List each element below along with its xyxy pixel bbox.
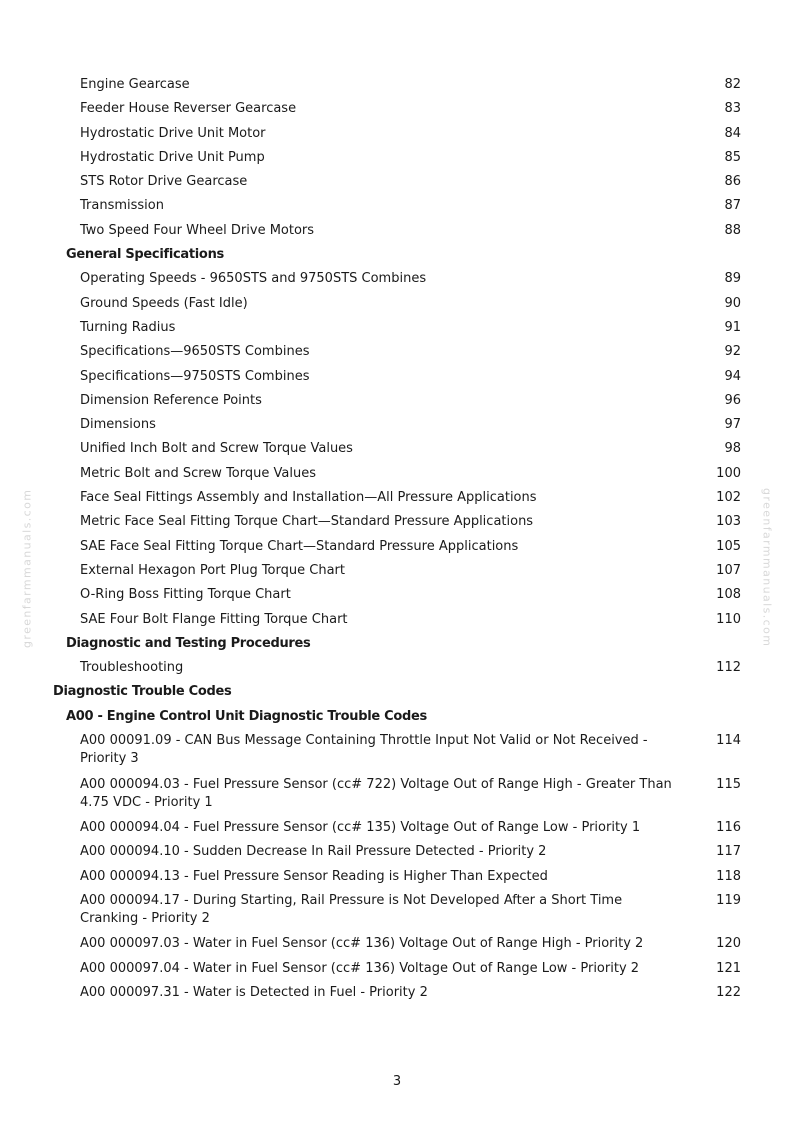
toc-entry-page-number: 86 (724, 174, 741, 190)
toc-entry-page-number: 108 (716, 587, 741, 603)
toc-entry[interactable] (0, 465, 794, 489)
toc-entry-page-number: 121 (716, 960, 741, 976)
toc-entry[interactable] (0, 100, 794, 124)
toc-entry-title: Metric Bolt and Screw Torque Values (80, 465, 316, 481)
toc-section-heading[interactable] (0, 708, 794, 732)
toc-entry[interactable] (0, 125, 794, 149)
watermark-right: greenfarmmanuals.com (760, 488, 774, 648)
toc-entry-page-number: 102 (716, 490, 741, 506)
toc-entry[interactable] (0, 935, 794, 959)
toc-entry-page-number: 103 (716, 514, 741, 530)
toc-section-heading[interactable] (0, 635, 794, 659)
toc-entry-page-number: 120 (716, 936, 741, 952)
toc-entry-title: Two Speed Four Wheel Drive Motors (80, 222, 315, 238)
toc-entry-title: Dimensions (80, 417, 156, 433)
toc-entry[interactable] (0, 586, 794, 610)
page-number: 3 (392, 1074, 402, 1089)
toc-entry-title: Turning Radius (80, 319, 176, 335)
toc-entry-title: Ground Speeds (Fast Idle) (80, 295, 248, 311)
toc-entry-page-number: 82 (724, 77, 741, 92)
toc-entry-title: Diagnostic and Testing Procedures (66, 635, 311, 651)
toc-entry-page-number: 85 (724, 149, 741, 165)
toc-entry-page-number: 116 (716, 820, 741, 836)
watermark-left: greenfarmmanuals.com (20, 488, 34, 648)
toc-entry-page-number: 94 (724, 368, 741, 384)
toc-entry[interactable] (0, 319, 794, 343)
toc-entry-page-number: 119 (716, 892, 741, 908)
toc-entry-page-number: 91 (724, 319, 741, 335)
toc-entry-page-number: 83 (724, 101, 741, 117)
toc-entry-page-number: 118 (716, 868, 741, 884)
toc-entry-title: STS Rotor Drive Gearcase (80, 174, 248, 190)
toc-entry-page-number: 97 (724, 417, 741, 433)
toc-entry[interactable] (0, 538, 794, 562)
toc-entry-page-number: 115 (716, 776, 741, 792)
toc-entry-title: A00 00091.09 - CAN Bus Message Containing Throttle Input Not Valid or Not Received - Priority 3 (80, 733, 648, 767)
toc-entry-title: A00 000094.17 - During Starting, Rail Pressure is Not Developed After a Short Time Cranking - Priority 2 (80, 892, 623, 926)
toc-entry-page-number: 122 (716, 985, 741, 1000)
toc-entry-title: Metric Face Seal Fitting Torque Chart—Standard Pressure Applications (80, 514, 534, 530)
toc-entry-title: Engine Gearcase (80, 77, 190, 92)
toc-entry[interactable] (0, 611, 794, 635)
toc-entry-title: A00 000094.10 - Sudden Decrease In Rail Pressure Detected - Priority 2 (80, 844, 547, 860)
toc-entry-page-number: 117 (716, 844, 741, 860)
toc-entry-title: A00 000097.04 - Water in Fuel Sensor (cc# 136) Voltage Out of Range Low - Priority 2 (80, 960, 640, 976)
toc-entry[interactable] (0, 659, 794, 683)
toc-entry[interactable] (0, 562, 794, 586)
toc-entry-title: A00 000094.04 - Fuel Pressure Sensor (cc# 135) Voltage Out of Range Low - Priority 1 (80, 820, 641, 836)
toc-entry[interactable] (0, 960, 794, 984)
toc-entry[interactable] (0, 149, 794, 173)
toc-entry-title: Hydrostatic Drive Unit Motor (80, 125, 266, 141)
toc-entry-title: External Hexagon Port Plug Torque Chart (80, 562, 345, 578)
toc-entry[interactable] (0, 984, 794, 1008)
toc-entry-title: Specifications—9650STS Combines (80, 344, 310, 360)
toc-entry[interactable] (0, 222, 794, 246)
toc-entry-title: Hydrostatic Drive Unit Pump (80, 149, 265, 165)
toc-entry[interactable] (0, 513, 794, 537)
toc-entry[interactable] (0, 197, 794, 221)
toc-entry-page-number: 92 (724, 344, 741, 360)
toc-entry-title: Diagnostic Trouble Codes (53, 684, 232, 700)
toc-entry[interactable] (0, 776, 794, 820)
toc-entry-page-number: 107 (716, 562, 741, 578)
toc-entry-title: Face Seal Fittings Assembly and Installation—All Pressure Applications (80, 490, 537, 506)
toc-entry-page-number: 89 (724, 271, 741, 287)
toc-entry-title: O-Ring Boss Fitting Torque Chart (80, 587, 291, 603)
toc-entry-title: Transmission (80, 198, 164, 214)
toc-entry[interactable] (0, 892, 794, 936)
toc-entry-title: Troubleshooting (80, 660, 184, 676)
toc-section-heading[interactable] (0, 683, 794, 707)
toc-entry-title: SAE Four Bolt Flange Fitting Torque Chart (80, 611, 348, 627)
toc-entry-title: A00 000097.03 - Water in Fuel Sensor (cc# 136) Voltage Out of Range High - Priority 2 (80, 936, 644, 952)
toc-entry[interactable] (0, 843, 794, 867)
toc-entry[interactable] (0, 392, 794, 416)
toc-entry[interactable] (0, 416, 794, 440)
toc-entry-page-number: 114 (716, 733, 741, 749)
toc-entry-title: A00 - Engine Control Unit Diagnostic Trouble Codes (66, 708, 427, 724)
toc-section-heading[interactable] (0, 246, 794, 270)
toc-entry-title: A00 000094.13 - Fuel Pressure Sensor Reading is Higher Than Expected (80, 868, 548, 884)
toc-entry-page-number: 96 (724, 392, 741, 408)
table-of-contents (0, 76, 794, 1008)
toc-entry-page-number: 87 (724, 198, 741, 214)
toc-entry[interactable] (0, 732, 794, 776)
toc-entry-title: A00 000094.03 - Fuel Pressure Sensor (cc# 722) Voltage Out of Range High - Greater Than 4.75 VDC - Priority 1 (80, 776, 672, 810)
toc-entry-page-number: 100 (716, 465, 741, 481)
toc-entry[interactable] (0, 270, 794, 294)
toc-entry-page-number: 105 (716, 538, 741, 554)
toc-entry-page-number: 98 (724, 441, 741, 457)
toc-entry-title: General Specifications (66, 247, 224, 263)
toc-entry-title: Dimension Reference Points (80, 392, 262, 408)
toc-entry-page-number: 90 (724, 295, 741, 311)
toc-entry[interactable] (0, 173, 794, 197)
toc-entry-title: Feeder House Reverser Gearcase (80, 101, 297, 117)
toc-entry-title: Unified Inch Bolt and Screw Torque Values (80, 441, 353, 457)
toc-entry[interactable] (0, 489, 794, 513)
toc-entry-page-number: 110 (716, 611, 741, 627)
toc-entry-title: SAE Face Seal Fitting Torque Chart—Standard Pressure Applications (80, 538, 519, 554)
toc-entry-title: Specifications—9750STS Combines (80, 368, 310, 384)
toc-entry[interactable] (0, 295, 794, 319)
toc-entry-title: Operating Speeds - 9650STS and 9750STS Combines (80, 271, 427, 287)
toc-entry[interactable] (0, 868, 794, 892)
toc-entry[interactable] (0, 343, 794, 367)
toc-entry[interactable] (0, 440, 794, 464)
toc-entry-page-number: 112 (716, 660, 741, 676)
toc-entry-page-number: 84 (724, 125, 741, 141)
toc-entry[interactable] (0, 368, 794, 392)
toc-entry[interactable] (0, 76, 794, 100)
toc-entry-page-number: 88 (724, 222, 741, 238)
toc-entry-title: A00 000097.31 - Water is Detected in Fuel - Priority 2 (80, 985, 428, 1000)
toc-entry[interactable] (0, 819, 794, 843)
